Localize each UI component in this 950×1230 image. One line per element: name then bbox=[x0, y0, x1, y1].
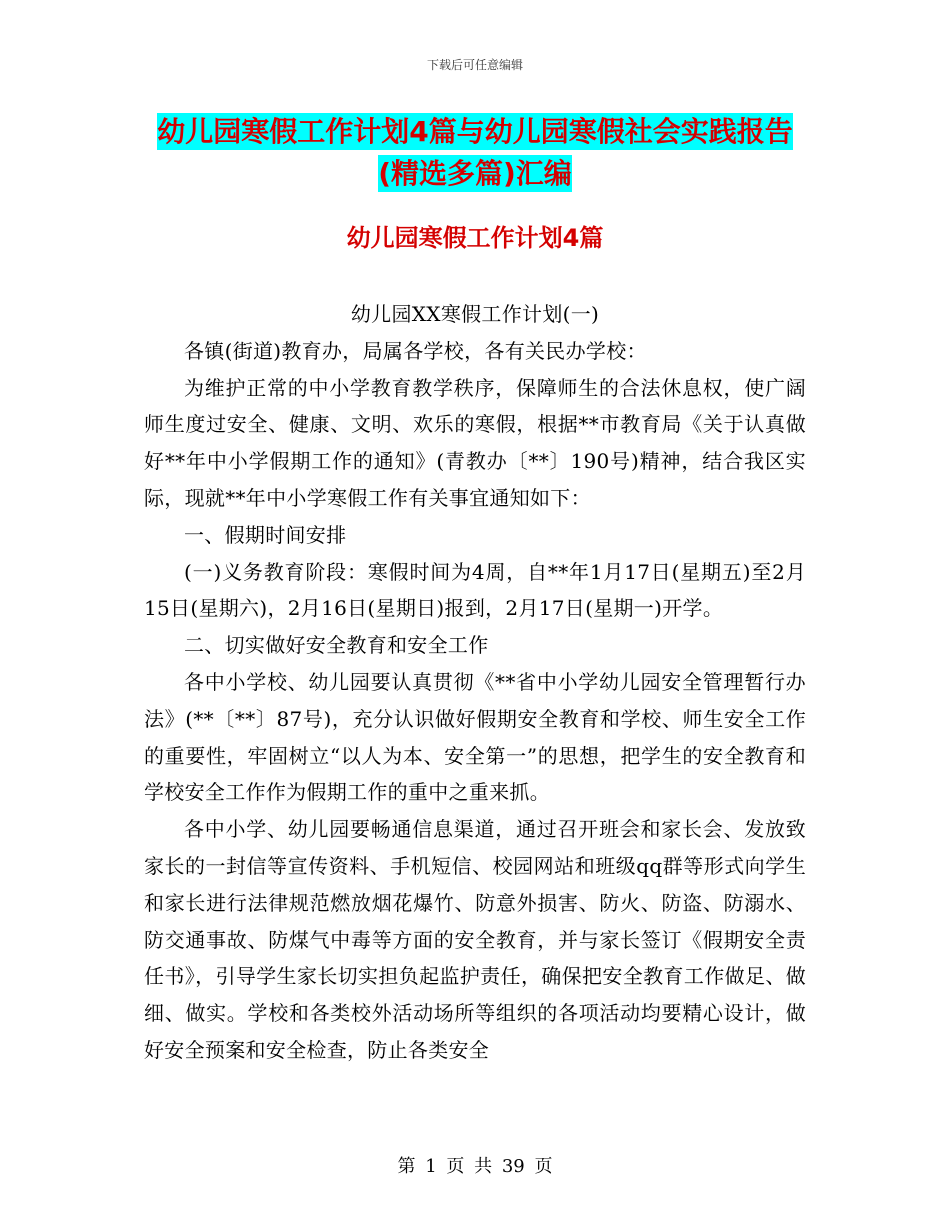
header-note: 下载后可任意编辑 bbox=[426, 58, 523, 72]
paragraph-heading: 一、假期时间安排 bbox=[184, 522, 347, 547]
paragraph: 为维护正常的中小学教育教学秩序，保障师生的合法休息权，使广阔师生度过安全、健康、文明、欢乐的寒假，根据**市教育局《关于认真做好**年中小学假期工作的通知》(青教办〔**〕190号)精神，结合我区实际，现就**年中小学寒假工作有关事宜通知如下： bbox=[144, 375, 806, 510]
title-highlight-2: (精选多篇)汇编 bbox=[378, 157, 572, 190]
paragraph-heading: 二、切实做好安全教育和安全工作 bbox=[184, 633, 489, 658]
document-body bbox=[144, 296, 806, 1069]
sub-title: 幼儿园XX寒假工作计划(一) bbox=[350, 302, 600, 326]
section-title: 幼儿园寒假工作计划4篇 bbox=[346, 224, 604, 252]
paragraph: (一)义务教育阶段：寒假时间为4周，自**年1月17日(星期五)至2月15日(星期六)，2月16日(星期日)报到，2月17日(星期一)开学。 bbox=[144, 559, 806, 621]
paragraph: 各中小学、幼儿园要畅通信息渠道，通过召开班会和家长会、发放致家长的一封信等宣传资料、手机短信、校园网站和班级qq群等形式向学生和家长进行法律规范燃放烟花爆竹、防意外损害、防火、防盗、防溺水、防交通事故、防煤气中毒等方面的安全教育，并与家长签订《假期安全责任书》，引导学生家长切实担负起监护责任，确保把安全教育工作做足、做细、做实。学校和各类校外活动场所等组织的各项活动均要精心设计，做好安全预案和安全检查，防止各类安全 bbox=[144, 817, 806, 1062]
paragraph-salutation: 各镇(街道)教育办，局属各学校，各有关民办学校： bbox=[184, 338, 647, 363]
title-highlight-1: 幼儿园寒假工作计划4篇与幼儿园寒假社会实践报告 bbox=[157, 115, 793, 148]
document-title-line-2 bbox=[140, 148, 810, 200]
paragraph: 各中小学校、幼儿园要认真贯彻《**省中小学幼儿园安全管理暂行办法》(**〔**〕87号)，充分认识做好假期安全教育和学校、师生安全工作的重要性，牢固树立“以人为本、安全第一”的思想，把学生的安全教育和学校安全工作作为假期工作的重中之重来抓。 bbox=[144, 669, 806, 805]
page-footer: 第 1 页 共 39 页 bbox=[397, 1156, 553, 1177]
